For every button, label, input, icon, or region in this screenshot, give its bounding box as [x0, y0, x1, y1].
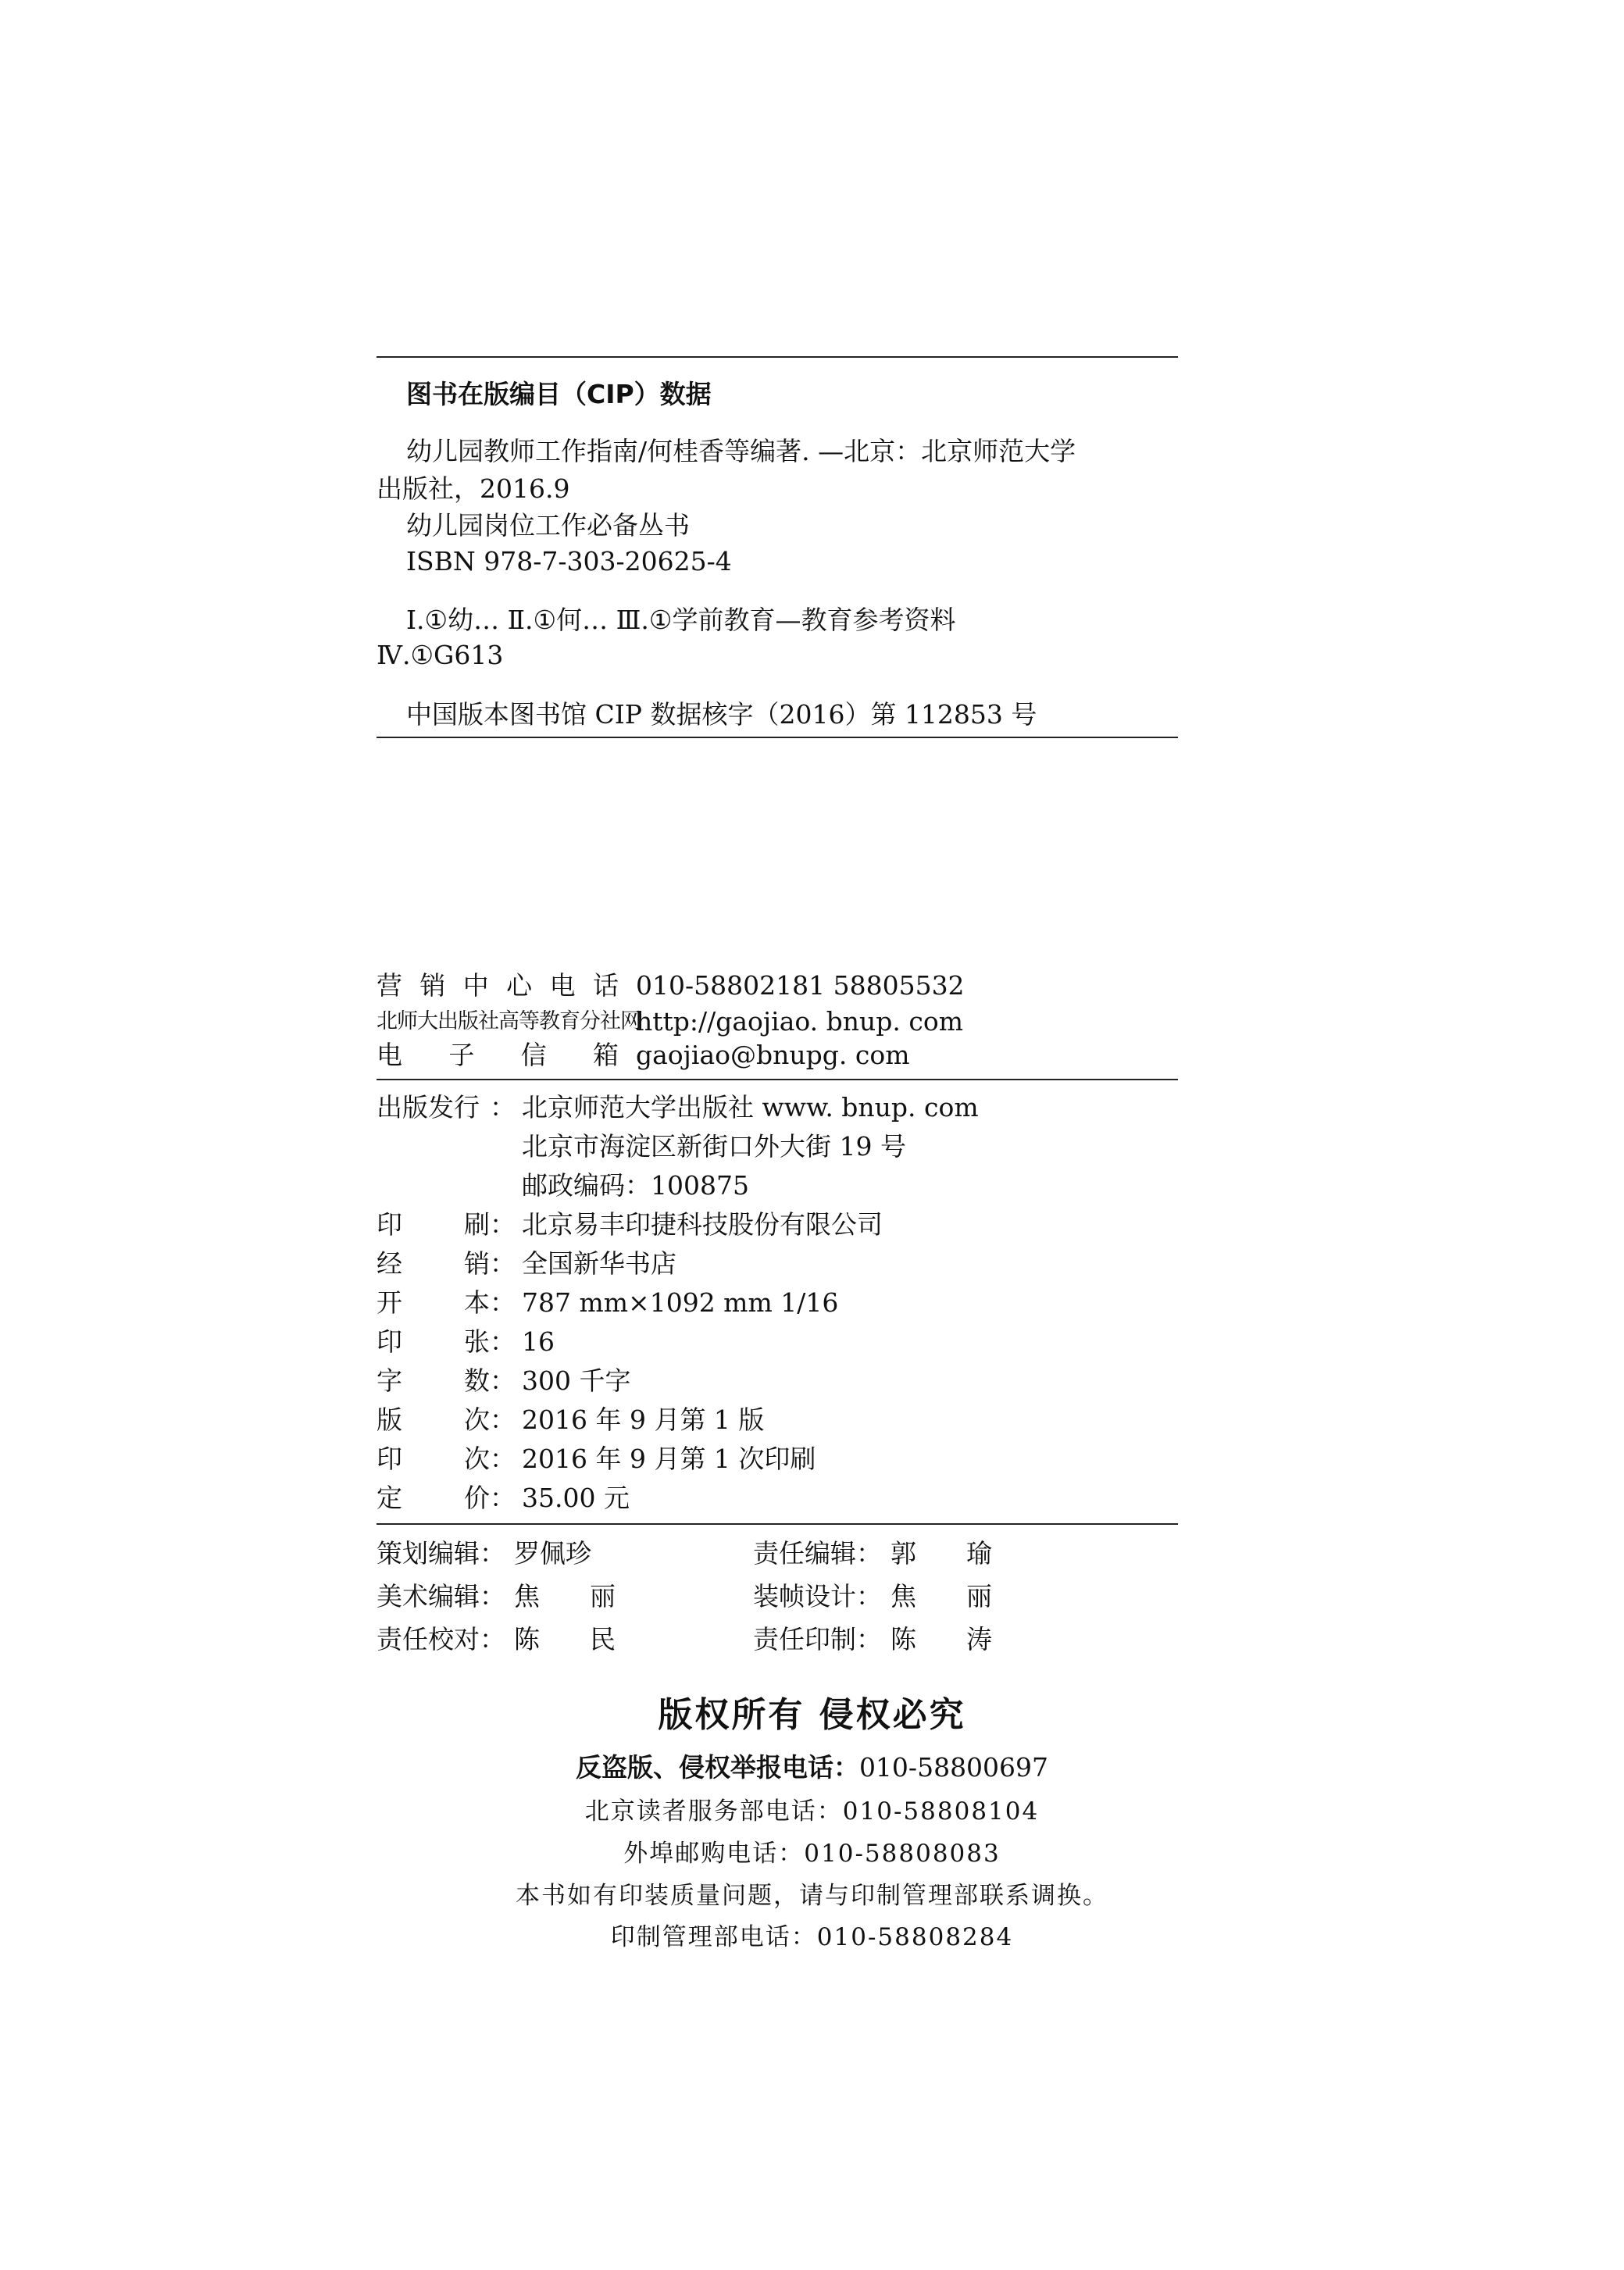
staff-binding-designer [753, 1578, 1065, 1615]
detail-value: 全国新华书店 [522, 1248, 676, 1279]
cip-series: 幼儿园岗位工作必备丛书 [406, 510, 690, 541]
label-char: 印 [377, 1209, 402, 1240]
name-char: 陈 [891, 1624, 916, 1654]
label-char: 次 [464, 1444, 490, 1474]
staff-role: 责任印制： [753, 1624, 882, 1654]
quality-notice-line: 本书如有印装质量问题，请与印制管理部联系调换。 [516, 1882, 1108, 1910]
colon: ： [490, 1483, 516, 1513]
label-char: 价 [464, 1483, 490, 1513]
staff-name [891, 1535, 992, 1572]
staff-role: 美术编辑： [377, 1581, 505, 1611]
label-char: 信 [520, 1040, 547, 1070]
cip-top-rule [377, 356, 1178, 358]
reader-service-line: 北京读者服务部电话：010-58808104 [584, 1797, 1040, 1826]
staff-responsible-editor [753, 1535, 1065, 1572]
print-management-line: 印制管理部电话：010-58808284 [610, 1923, 1014, 1951]
name-char: 丽 [590, 1581, 616, 1611]
cip-isbn: ISBN 978-7-303-20625-4 [406, 546, 732, 576]
publisher-value: 北京师范大学出版社 www. bnup. com [522, 1092, 979, 1123]
label-char: 张 [464, 1326, 490, 1357]
detail-label [377, 1206, 490, 1244]
website-label: 北师大出版社高等教育分社网 [377, 1009, 641, 1033]
colon: ： [490, 1444, 516, 1474]
detail-label [377, 1284, 490, 1322]
publisher-postcode: 邮政编码：100875 [522, 1170, 749, 1201]
label-char: 经 [377, 1248, 402, 1279]
label-char: 数 [464, 1365, 490, 1396]
staff-role: 责任校对： [377, 1624, 505, 1654]
name-char: 瑜 [966, 1538, 992, 1569]
website-value: http://gaojiao. bnup. com [636, 1006, 964, 1037]
staff-role: 策划编辑： [377, 1538, 505, 1569]
label-char: 心 [506, 970, 533, 1001]
label-char: 箱 [592, 1040, 619, 1070]
anti-piracy-phone: 010-58800697 [858, 1752, 1049, 1783]
colon: ： [490, 1326, 516, 1357]
staff-name [891, 1578, 992, 1615]
detail-label [377, 1401, 490, 1439]
colon: ： [490, 1092, 516, 1123]
contact-bottom-rule [377, 1079, 1178, 1080]
label-char: 电 [549, 970, 576, 1001]
staff-name [514, 1578, 616, 1615]
label-char: 话 [592, 970, 619, 1001]
staff-name [514, 1535, 616, 1572]
detail-value: 16 [522, 1326, 555, 1357]
label-char: 开 [377, 1287, 402, 1318]
label-char: 印 [377, 1326, 402, 1357]
anti-piracy-label: 反盗版、侵权举报电话： [575, 1752, 859, 1783]
label-char: 次 [464, 1404, 490, 1435]
detail-label [377, 1479, 490, 1517]
email-label [377, 1038, 619, 1073]
cip-title-line-1: 幼儿园教师工作指南/何桂香等编著. —北京：北京师范大学 [406, 436, 1076, 466]
label-char: 电 [377, 1040, 402, 1070]
detail-value: 北京易丰印捷科技股份有限公司 [522, 1209, 883, 1240]
mail-order-line: 外埠邮购电话：010-58808083 [623, 1840, 1001, 1868]
marketing-phone-label [377, 969, 619, 1003]
colon: ： [490, 1248, 516, 1279]
label-char: 本 [464, 1287, 490, 1318]
detail-value: 2016 年 9 月第 1 次印刷 [522, 1444, 816, 1474]
label-char: 印 [377, 1444, 402, 1474]
staff-planning-editor [377, 1535, 689, 1572]
name-char: 丽 [966, 1581, 992, 1611]
detail-label [377, 1440, 490, 1478]
label-char: 销 [464, 1248, 490, 1279]
name-char: 民 [590, 1624, 616, 1654]
colon: ： [490, 1365, 516, 1396]
copyright-title: 版权所有 侵权必究 [658, 1695, 966, 1735]
name-char: 焦 [891, 1581, 916, 1611]
label-char: 销 [419, 970, 446, 1001]
colon: ： [490, 1209, 516, 1240]
cip-number: 中国版本图书馆 CIP 数据核字（2016）第 112853 号 [406, 699, 1037, 730]
label-char: 中 [462, 970, 489, 1001]
label-char: 子 [448, 1040, 475, 1070]
cip-classification-line-2: Ⅳ.①G613 [377, 640, 504, 670]
label-char: 字 [377, 1365, 402, 1396]
label-char: 营 [377, 970, 402, 1001]
name-char: 涛 [966, 1624, 992, 1654]
staff-proofreader [377, 1621, 689, 1658]
detail-label [377, 1323, 490, 1361]
detail-value: 300 千字 [522, 1365, 631, 1396]
staff-name [891, 1621, 992, 1658]
detail-value: 35.00 元 [522, 1483, 630, 1513]
detail-label [377, 1245, 490, 1283]
publisher-label: 出版发行 [377, 1092, 480, 1123]
anti-piracy-line [0, 1750, 1624, 1786]
staff-role: 责任编辑： [753, 1538, 882, 1569]
staff-name [514, 1621, 616, 1658]
cip-classification-line-1: Ⅰ.①幼… Ⅱ.①何… Ⅲ.①学前教育—教育参考资料 [406, 605, 956, 635]
publisher-address: 北京市海淀区新街口外大街 19 号 [522, 1131, 906, 1162]
label-char: 定 [377, 1483, 402, 1513]
cip-bottom-rule [377, 737, 1178, 738]
name-char: 焦 [514, 1581, 540, 1611]
colon: ： [490, 1287, 516, 1318]
name-char: 罗佩珍 [514, 1538, 591, 1569]
staff-print-manager [753, 1621, 1065, 1658]
name-char: 郭 [891, 1538, 916, 1569]
details-bottom-rule [377, 1523, 1178, 1525]
cip-title-line-2: 出版社，2016.9 [377, 473, 570, 504]
staff-role: 装帧设计： [753, 1581, 882, 1611]
cip-heading: 图书在版编目（CIP）数据 [406, 379, 712, 409]
detail-value: 2016 年 9 月第 1 版 [522, 1404, 765, 1435]
name-char: 陈 [514, 1624, 540, 1654]
label-char: 刷 [464, 1209, 490, 1240]
colon: ： [490, 1404, 516, 1435]
marketing-phone-value: 010-58802181 58805532 [636, 970, 965, 1001]
email-value: gaojiao@bnupg. com [636, 1040, 910, 1070]
detail-label [377, 1362, 490, 1400]
detail-value: 787 mm×1092 mm 1/16 [522, 1287, 839, 1318]
label-char: 版 [377, 1404, 402, 1435]
staff-art-editor [377, 1578, 689, 1615]
